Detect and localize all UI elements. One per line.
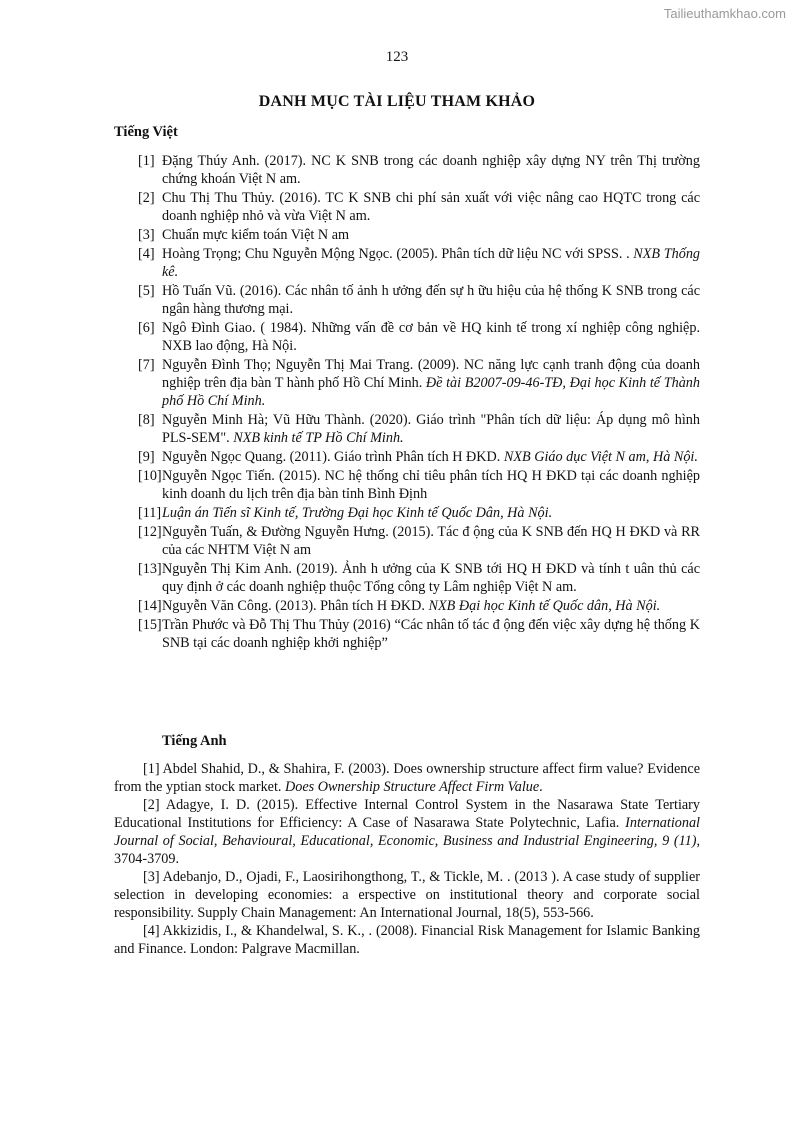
reference-text: [1] Abdel Shahid, D., & Shahira, F. (2003). Does ownership structure affect firm value? Evidence from the yptian stock market. bbox=[114, 761, 700, 795]
page-title: DANH MỤC TÀI LIỆU THAM KHẢO bbox=[258, 93, 536, 110]
reference-number: [12] bbox=[138, 524, 162, 540]
reference-item bbox=[138, 560, 700, 596]
reference-number: [6] bbox=[138, 320, 155, 336]
section-heading-english: Tiếng Anh bbox=[162, 733, 227, 749]
reference-text: Nguyễn Minh Hà; Vũ Hữu Thành. (2020). Giáo trình "Phân tích dữ liệu: Áp dụng mô hình PLS-SEM". NXB kinh tế TP Hồ Chí Minh. bbox=[162, 412, 700, 446]
reference-text: Nguyễn Ngọc Quang. (2011). Giáo trình Phân tích H ĐKD. NXB Giáo dục Việt N am, Hà Nội. bbox=[162, 449, 698, 465]
reference-item bbox=[138, 448, 700, 466]
reference-item bbox=[138, 356, 700, 410]
reference-text: Nguyễn Đình Thọ; Nguyễn Thị Mai Trang. (2009). NC năng lực cạnh tranh động của doanh nghiệp trên địa bàn T hành phố Hồ Chí Minh. Đề tài B2007-09-46-TĐ, Đại học Kinh tế Thành phố Hồ Chí Minh. bbox=[162, 357, 700, 409]
reference-text: Hoàng Trọng; Chu Nguyễn Mộng Ngọc. (2005). Phân tích dữ liệu NC với SPSS. . NXB Thống kê. bbox=[162, 246, 701, 280]
reference-number: [4] bbox=[138, 246, 155, 262]
reference-item bbox=[138, 597, 700, 615]
reference-number: [15] bbox=[138, 617, 162, 633]
page-number: 123 bbox=[385, 49, 409, 65]
reference-item bbox=[138, 152, 700, 188]
reference-item bbox=[138, 319, 700, 355]
reference-number: [2] bbox=[138, 190, 155, 206]
reference-number: [13] bbox=[138, 561, 162, 577]
reference-text: Luận án Tiến sĩ Kinh tế, Trường Đại học Kinh tế Quốc Dân, Hà Nội. bbox=[162, 505, 553, 521]
reference-text: Chu Thị Thu Thủy. (2016). TC K SNB chi phí sản xuất với việc nâng cao HQTC trong các doanh nghiệp nhỏ và vừa Việt N am. bbox=[162, 190, 700, 224]
reference-tail: , 3704-3709. bbox=[114, 833, 700, 867]
reference-text: Nguyễn Văn Công. (2013). Phân tích H ĐKD. NXB Đại học Kinh tế Quốc dân, Hà Nội. bbox=[162, 598, 661, 614]
reference-text: Đặng Thúy Anh. (2017). NC K SNB trong các doanh nghiệp xây dựng NY trên Thị trường chứng khoán Việt N am. bbox=[162, 153, 700, 187]
reference-text: Chuẩn mực kiểm toán Việt N am bbox=[162, 227, 350, 243]
reference-text: Ngô Đình Giao. ( 1984). Những vấn đề cơ bản về HQ kinh tế trong xí nghiệp công nghiệp. NXB lao động, Hà Nội. bbox=[162, 320, 700, 354]
reference-item bbox=[138, 504, 700, 522]
reference-number: [14] bbox=[138, 598, 162, 614]
reference-number: [7] bbox=[138, 357, 155, 373]
reference-text: Nguyễn Tuấn, & Đường Nguyễn Hưng. (2015). Tác đ ộng của K SNB đến HQ H ĐKD và RR của các NHTM Việt N am bbox=[162, 524, 700, 558]
section-heading-vietnamese: Tiếng Việt bbox=[114, 124, 178, 140]
english-reference-list bbox=[114, 760, 700, 958]
reference-number: [3] bbox=[138, 227, 155, 243]
reference-text: Nguyễn Ngọc Tiến. (2015). NC hệ thống chỉ tiêu phân tích HQ H ĐKD tại các doanh nghiệp kinh doanh du lịch trên địa bàn tỉnh Bình Định bbox=[162, 468, 700, 502]
reference-number: [5] bbox=[138, 283, 155, 299]
reference-item bbox=[138, 616, 700, 652]
reference-text: [2] Adagye, I. D. (2015). Effective Internal Control System in the Nasarawa State Tertiary Educational Institutions for Efficiency: A Case of Nasarawa State Polytechnic, Lafia. bbox=[114, 797, 700, 831]
reference-item bbox=[114, 796, 700, 868]
reference-item bbox=[138, 245, 700, 281]
watermark: Tailieuthamkhao.com bbox=[663, 6, 786, 21]
reference-number: [11] bbox=[138, 505, 162, 521]
reference-number: [9] bbox=[138, 449, 155, 465]
reference-item bbox=[138, 467, 700, 503]
reference-item bbox=[114, 922, 700, 958]
reference-tail: . bbox=[539, 779, 543, 795]
reference-item bbox=[138, 189, 700, 225]
reference-item bbox=[138, 411, 700, 447]
vietnamese-reference-list bbox=[138, 152, 700, 653]
reference-item bbox=[114, 760, 700, 796]
reference-item bbox=[138, 523, 700, 559]
reference-item bbox=[114, 868, 700, 922]
reference-italic: Does Ownership Structure Affect Firm Value bbox=[285, 779, 540, 795]
reference-text: Hồ Tuấn Vũ. (2016). Các nhân tố ảnh h ưởng đến sự h ữu hiệu của hệ thống K SNB trong các ngân hàng thương mại. bbox=[162, 283, 700, 317]
reference-number: [8] bbox=[138, 412, 155, 428]
reference-item bbox=[138, 282, 700, 318]
reference-item bbox=[138, 226, 700, 244]
reference-text: [4] Akkizidis, I., & Khandelwal, S. K., . (2008). Financial Risk Management for Islamic Banking and Finance. London: Palgrave Macmillan. bbox=[114, 923, 700, 957]
reference-text: Trần Phước và Đỗ Thị Thu Thủy (2016) “Các nhân tố tác đ ộng đến việc xây dựng hệ thống K SNB tại các doanh nghiệp khởi nghiệp” bbox=[162, 617, 700, 651]
reference-text: [3] Adebanjo, D., Ojadi, F., Laosirihongthong, T., & Tickle, M. . (2013 ). A case study of supplier selection in developing economies: a erspective on institutional theory and corporate social responsibility. Supply Chain Management: An International Journal, 18(5), 553-566. bbox=[114, 869, 700, 921]
reference-number: [1] bbox=[138, 153, 155, 169]
reference-italic: International Journal of Social, Behavioural, Educational, Economic, Business and Industrial Engineering, 9 (11) bbox=[114, 815, 700, 849]
reference-text: Nguyễn Thị Kim Anh. (2019). Ảnh h ưởng của K SNB tới HQ H ĐKD và tính t uân thủ các quy định ở các doanh nghiệp thuộc Tổng công ty Lâm nghiệp Việt N am. bbox=[162, 561, 700, 595]
reference-number: [10] bbox=[138, 468, 162, 484]
